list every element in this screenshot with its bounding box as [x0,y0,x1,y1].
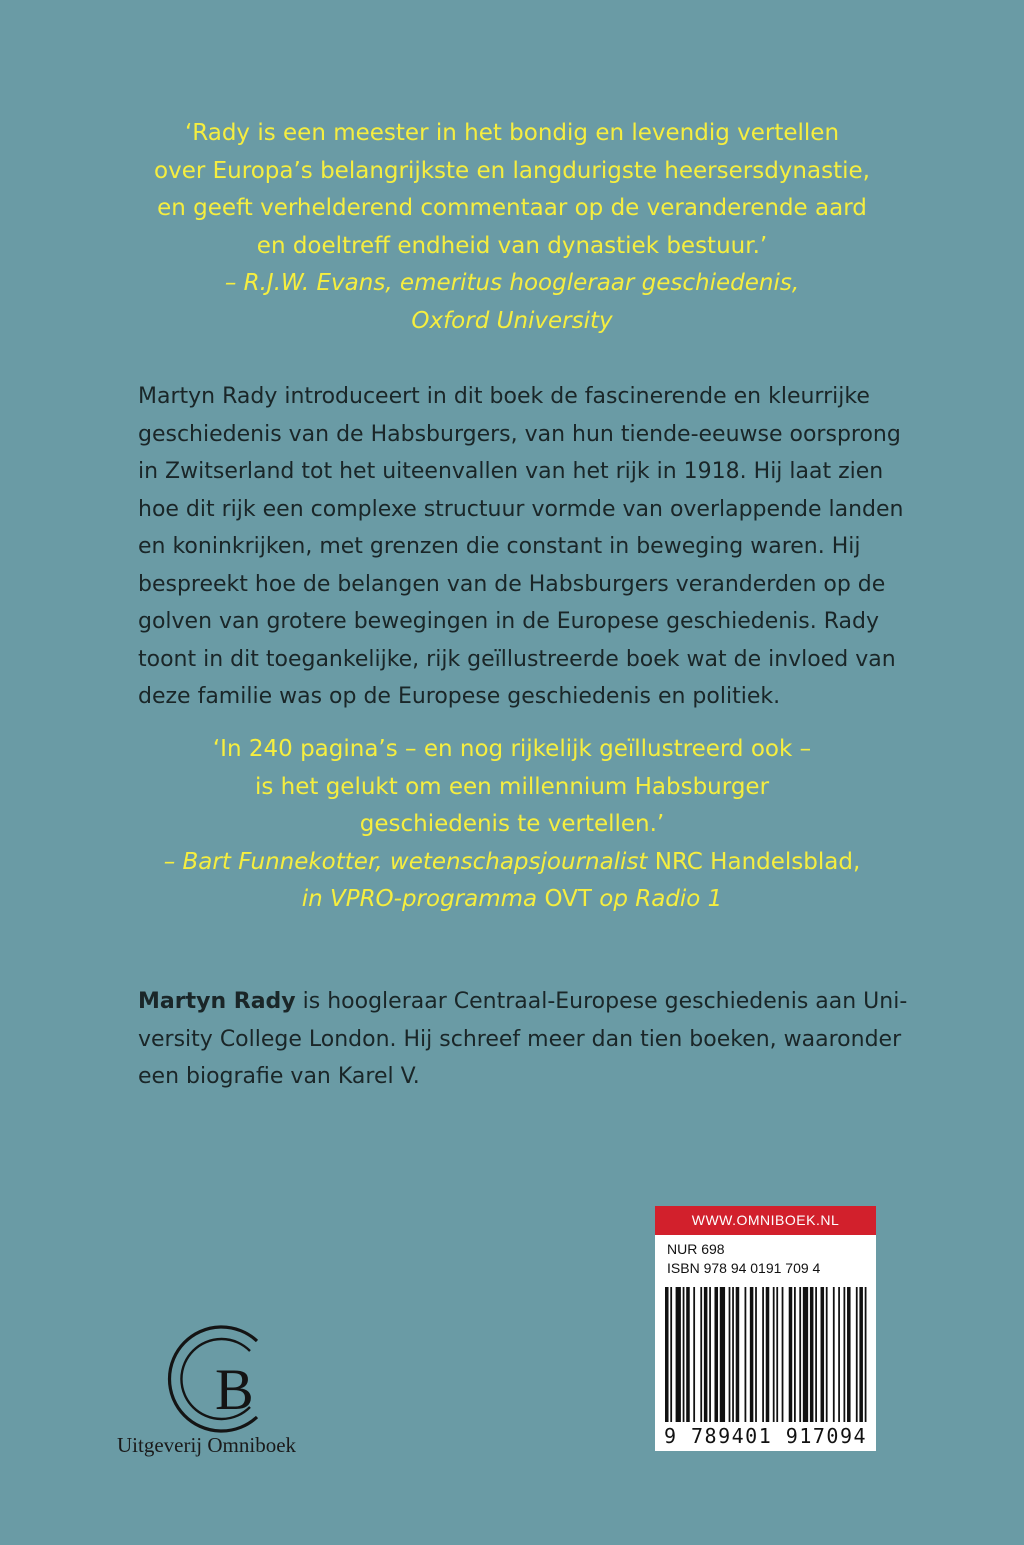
barcode-bar [859,1287,863,1422]
barcode-bar [766,1287,770,1422]
barcode-bar [799,1287,801,1422]
review-quote-funnekotter [112,731,912,919]
barcode-bar [794,1287,796,1422]
barcode-bar [750,1287,754,1422]
barcode-bar [803,1287,808,1422]
quote-attribution [112,844,912,919]
description-line: deze familie was op de Europese geschiedenis en politiek. [138,684,781,709]
barcode-bar [833,1287,835,1422]
barcode-bar [789,1287,793,1422]
quote-line: over Europa’s belangrijkste en langdurigste heersersdynastie, [154,157,870,184]
barcode-bar [838,1287,840,1422]
attribution-italic: – Bart Funnekotter, wetenschapsjournalist [163,848,655,875]
barcode-bar [782,1287,784,1422]
description-line: bespreekt hoe de belangen van de Habsburgers veranderden op de [138,571,886,597]
publisher-name: Uitgeverij Omniboek [117,1433,297,1457]
barcode-bar [736,1287,740,1422]
quote-text [112,731,912,844]
attribution-line: Oxford University [411,307,613,334]
bio-line [138,983,908,1021]
quote-text [112,115,912,265]
attribution-line [112,844,912,882]
isbn-code: ISBN 978 94 0191 709 4 [667,1260,821,1276]
barcode-bar [670,1287,672,1422]
barcode-bar [686,1287,690,1422]
description-line: in Zwitserland tot het uiteenvallen van het rijk in 1918. Hij laat zien [138,459,884,484]
barcode-bar [776,1287,778,1422]
barcode-bar [815,1287,817,1422]
barcode-bar [745,1287,747,1422]
barcode-bar [665,1287,669,1422]
barcode-bar [773,1287,775,1422]
barcode-bar [762,1287,764,1422]
barcode-bar [821,1287,825,1422]
barcode-bar [865,1287,867,1422]
quote-line: is het gelukt om een millennium Habsburger [254,773,770,800]
book-description [138,378,904,716]
bio-line: versity College London. Hij schreef meer dan tien boeken, waaronder [138,1026,902,1052]
review-quote-evans [112,115,912,340]
barcode-bar [847,1287,851,1422]
quote-line: en geeft verhelderend commentaar op de veranderende aard [157,195,867,221]
barcode-bar [714,1287,718,1422]
barcode-icon [665,1287,870,1422]
barcode-number: 9 789401 917094 [663,1424,868,1448]
author-bio [138,983,908,1096]
barcode-bar [704,1287,708,1422]
description-line: hoe dit rijk een complexe structuur vormde van overlappende landen [138,496,904,522]
attribution-line [112,881,912,919]
svg-text:B: B [215,1357,254,1422]
attribution-line: – R.J.W. Evans, emeritus hoogleraar geschiedenis, [224,270,800,296]
author-name: Martyn Rady [138,989,296,1014]
barcode-bar [843,1287,845,1422]
barcode-bar [720,1287,725,1422]
description-line: golven van grotere bewegingen in de Europese geschiedenis. Rady [138,609,880,634]
barcode-bar [709,1287,711,1422]
quote-line: geschiedenis te vertellen.’ [359,811,665,837]
description-line: toont in dit toegankelijke, rijk geïllustreerde boek wat de invloed van [138,646,896,672]
barcode-bar [826,1287,828,1422]
barcode-bar [729,1287,731,1422]
nur-code: NUR 698 [667,1241,725,1257]
quote-line: en doeltreff endheid van dynastiek bestuur.’ [256,232,768,259]
barcode-bar [810,1287,814,1422]
attribution-italic: in VPRO-programma [301,886,545,912]
barcode-bar [732,1287,734,1422]
bio-text: is hoogleraar Centraal-Europese geschiedenis aan Uni- [295,989,908,1014]
description-line: en koninkrijken, met grenzen die constant in beweging waren. Hij [138,534,861,559]
quote-line: ‘Rady is een meester in het bondig en levendig vertellen [184,120,840,146]
barcode-bar [676,1287,681,1422]
bio-line: een biografie van Karel V. [138,1064,420,1089]
quote-attribution [112,265,912,340]
quote-line: ‘In 240 pagina’s – en nog rijkelijk geïllustreerd ook – [212,736,812,762]
barcode-bar [755,1287,757,1422]
description-line: geschiedenis van de Habsburgers, van hun tiende-eeuwse oorsprong [138,421,901,447]
newspaper-name: NRC Handelsblad, [654,848,861,875]
publisher-website: WWW.OMNIBOEK.NL [655,1206,876,1235]
barcode-bar [856,1287,858,1422]
barcode-bar [700,1287,702,1422]
barcode-bar [693,1287,695,1422]
description-line: Martyn Rady introduceert in dit boek de fascinerende en kleurrijke [138,384,870,409]
barcode-bar [683,1287,685,1422]
barcode-sticker [655,1206,876,1451]
attribution-italic: op Radio 1 [591,886,723,912]
program-name: OVT [544,886,592,912]
